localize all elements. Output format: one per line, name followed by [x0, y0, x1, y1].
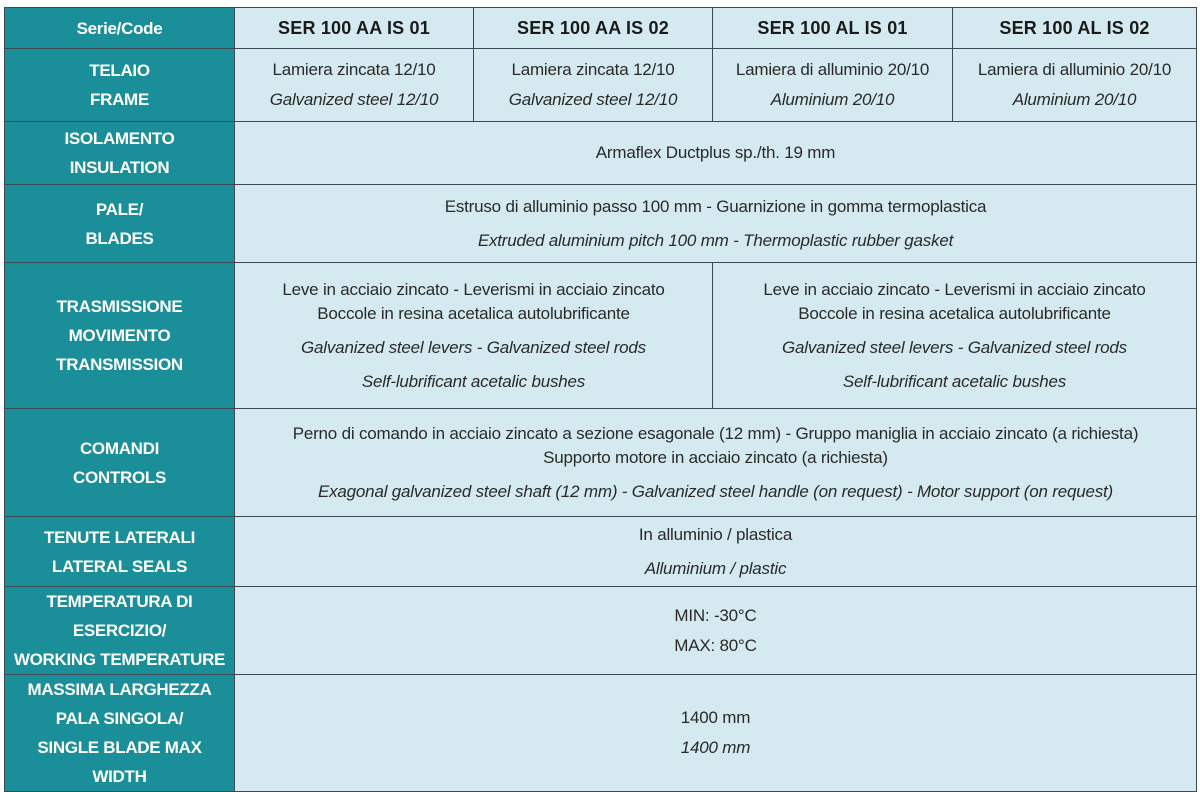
- seals-row: [5, 517, 1197, 587]
- label-line: BLADES: [85, 228, 154, 248]
- width-row: [5, 675, 1197, 792]
- text-it: Boccole in resina acetalica autolubrificante: [798, 303, 1111, 323]
- spec-table: [4, 7, 1197, 792]
- text-it: Lamiera di alluminio 20/10: [977, 60, 1172, 79]
- text-it: Leve in acciaio zincato - Leverismi in acciaio zincato: [763, 279, 1146, 299]
- temp-max: MAX: 80°C: [674, 635, 757, 655]
- insulation-cell: [235, 122, 1197, 185]
- header-row: [5, 8, 1197, 49]
- label-line: TRANSMISSION: [56, 355, 183, 374]
- text-en: Aluminium 20/10: [1012, 90, 1137, 109]
- code-header: SER 100 AA IS 02: [474, 8, 713, 49]
- label-line: FRAME: [90, 90, 149, 109]
- label-line: PALE/: [95, 199, 144, 219]
- seals-label: [5, 517, 235, 587]
- insulation-row: [5, 122, 1197, 185]
- label-line: ISOLAMENTO: [64, 129, 175, 148]
- temperature-label: [5, 587, 235, 675]
- text-it: Lamiera zincata 12/10: [511, 60, 675, 79]
- text-en: Galvanized steel levers - Galvanized steel rods: [782, 337, 1127, 357]
- frame-cell: [235, 49, 474, 122]
- code-header: SER 100 AA IS 01: [235, 8, 474, 49]
- blades-label: [5, 185, 235, 263]
- text-en: Self-lubrificant acetalic bushes: [361, 371, 586, 391]
- insulation-label: [5, 122, 235, 185]
- label-line: INSULATION: [69, 158, 170, 177]
- text-en: Alluminium / plastic: [644, 558, 787, 578]
- text-en: Extruded aluminium pitch 100 mm - Thermoplastic rubber gasket: [477, 230, 954, 250]
- controls-row: [5, 409, 1197, 517]
- text-it: Leve in acciaio zincato - Leverismi in acciaio zincato: [282, 279, 665, 299]
- frame-cell: [474, 49, 713, 122]
- frame-cell: [713, 49, 953, 122]
- temperature-cell: [235, 587, 1197, 675]
- label-line: COMANDI: [79, 438, 160, 458]
- text-en: Aluminium 20/10: [770, 90, 895, 109]
- transmission-cell: [235, 263, 713, 409]
- label-line: PALA SINGOLA/: [55, 709, 184, 728]
- text-it: Supporto motore in acciaio zincato (a richiesta): [543, 447, 888, 467]
- text-en: Self-lubrificant acetalic bushes: [842, 371, 1067, 391]
- label-line: MASSIMA LARGHEZZA: [27, 680, 212, 699]
- frame-label: [5, 49, 235, 122]
- frame-cell: [953, 49, 1197, 122]
- text-en: Galvanized steel levers - Galvanized steel rods: [301, 337, 646, 357]
- text-en: Galvanized steel 12/10: [508, 90, 678, 109]
- text-en: Galvanized steel 12/10: [269, 90, 439, 109]
- label-line: WORKING TEMPERATURE: [13, 650, 226, 669]
- controls-label: [5, 409, 235, 517]
- text-it: Lamiera zincata 12/10: [272, 60, 436, 79]
- text-value: Armaflex Ductplus sp./th. 19 mm: [595, 143, 836, 162]
- blades-cell: [235, 185, 1197, 263]
- text-it: Perno di comando in acciaio zincato a sezione esagonale (12 mm) - Gruppo maniglia in acciaio zincato (a richiesta): [292, 423, 1139, 443]
- label-line: LATERAL SEALS: [51, 556, 188, 576]
- transmission-cell: [713, 263, 1197, 409]
- label-line: SINGLE BLADE MAX WIDTH: [37, 738, 202, 786]
- label-line: TELAIO: [89, 61, 150, 80]
- code-header: SER 100 AL IS 02: [953, 8, 1197, 49]
- frame-row: [5, 49, 1197, 122]
- label-line: CONTROLS: [73, 467, 166, 487]
- blades-row: [5, 185, 1197, 263]
- corner-label: Serie/Code: [5, 8, 235, 49]
- transmission-row: [5, 263, 1197, 409]
- text-en: 1400 mm: [680, 738, 751, 757]
- label-line: TENUTE LATERALI: [43, 527, 195, 547]
- code-header: SER 100 AL IS 01: [713, 8, 953, 49]
- transmission-label: [5, 263, 235, 409]
- text-it: Estruso di alluminio passo 100 mm - Guarnizione in gomma termoplastica: [444, 196, 987, 216]
- seals-cell: [235, 517, 1197, 587]
- text-it: Lamiera di alluminio 20/10: [735, 60, 930, 79]
- controls-cell: [235, 409, 1197, 517]
- text-it: In alluminio / plastica: [638, 524, 793, 544]
- temperature-row: [5, 587, 1197, 675]
- label-line: TRASMISSIONE MOVIMENTO: [56, 297, 183, 345]
- width-cell: [235, 675, 1197, 792]
- text-it: 1400 mm: [680, 708, 751, 727]
- text-it: Boccole in resina acetalica autolubrificante: [317, 303, 630, 323]
- label-line: TEMPERATURA DI ESERCIZIO/: [46, 592, 193, 640]
- temp-min: MIN: -30°C: [674, 605, 757, 625]
- width-label: [5, 675, 235, 792]
- text-en: Exagonal galvanized steel shaft (12 mm) - Galvanized steel handle (on request) - Motor support (on request): [317, 481, 1113, 501]
